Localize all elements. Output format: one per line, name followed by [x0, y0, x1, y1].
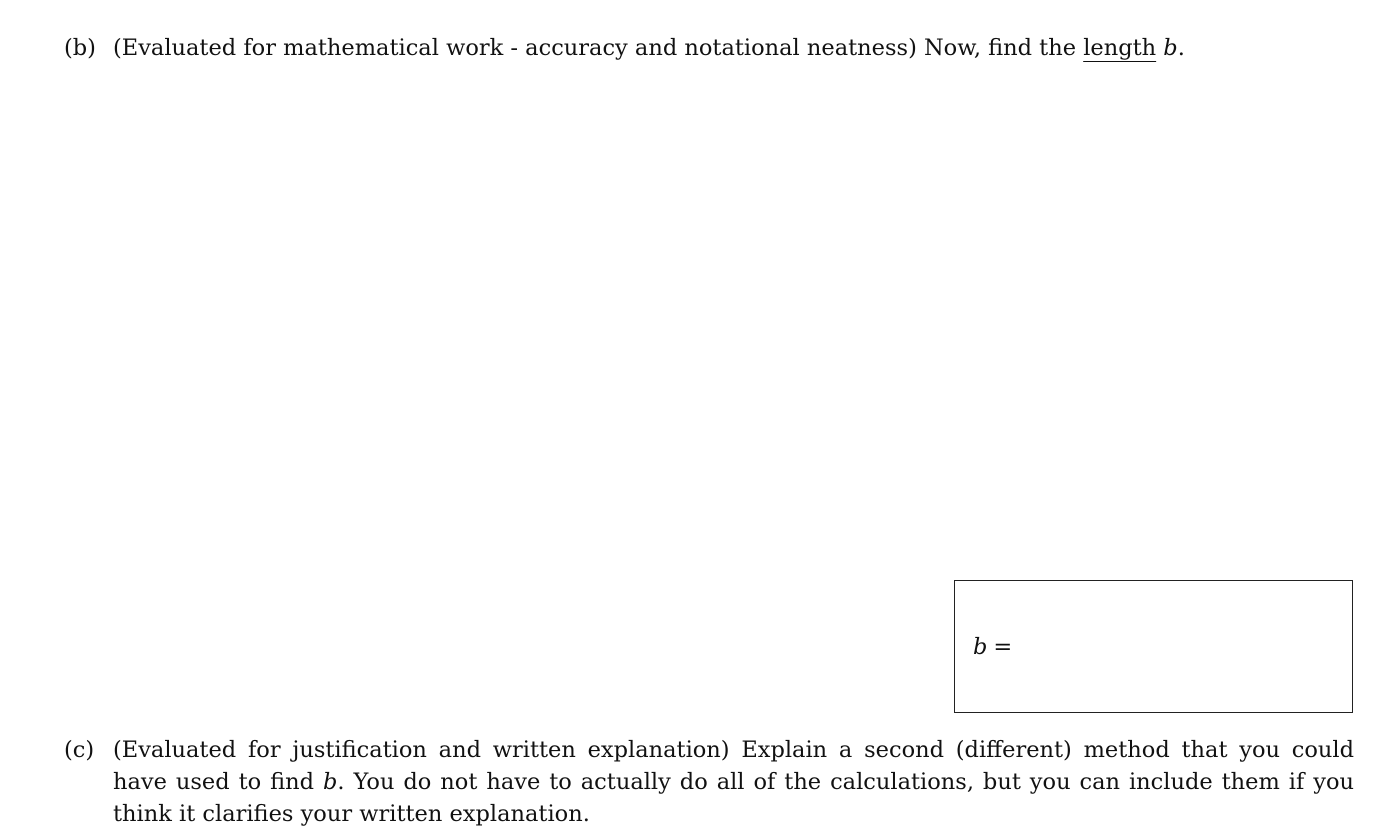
- part-b-label: (b): [64, 35, 96, 61]
- answer-box[interactable]: [954, 580, 1353, 713]
- part-b-prompt: [113, 32, 1354, 64]
- part-b-prompt-end: .: [1177, 35, 1185, 61]
- part-c-prompt: [113, 734, 1354, 830]
- question-part-c: [64, 734, 1354, 830]
- question-part-b: [64, 32, 1354, 64]
- answer-equals: =: [993, 634, 1013, 660]
- part-b-variable: b: [1163, 35, 1178, 61]
- part-c-prompt-text-2: . You do not have to actually do all of the calculations, but you can include them if you think it clarifies your written explanation.: [113, 769, 1354, 827]
- answer-label: [973, 631, 1012, 663]
- part-c-variable: b: [323, 769, 338, 795]
- part-b-underlined-word: length: [1083, 35, 1157, 61]
- part-c-label: (c): [64, 737, 95, 763]
- answer-variable: b: [973, 634, 988, 660]
- part-b-prompt-text: (Evaluated for mathematical work - accuracy and notational neatness) Now, find the: [113, 35, 1084, 61]
- part-c-prompt-text-1: (Evaluated for justification and written explanation) Explain a second (different) method that you could have used to find: [113, 737, 1354, 795]
